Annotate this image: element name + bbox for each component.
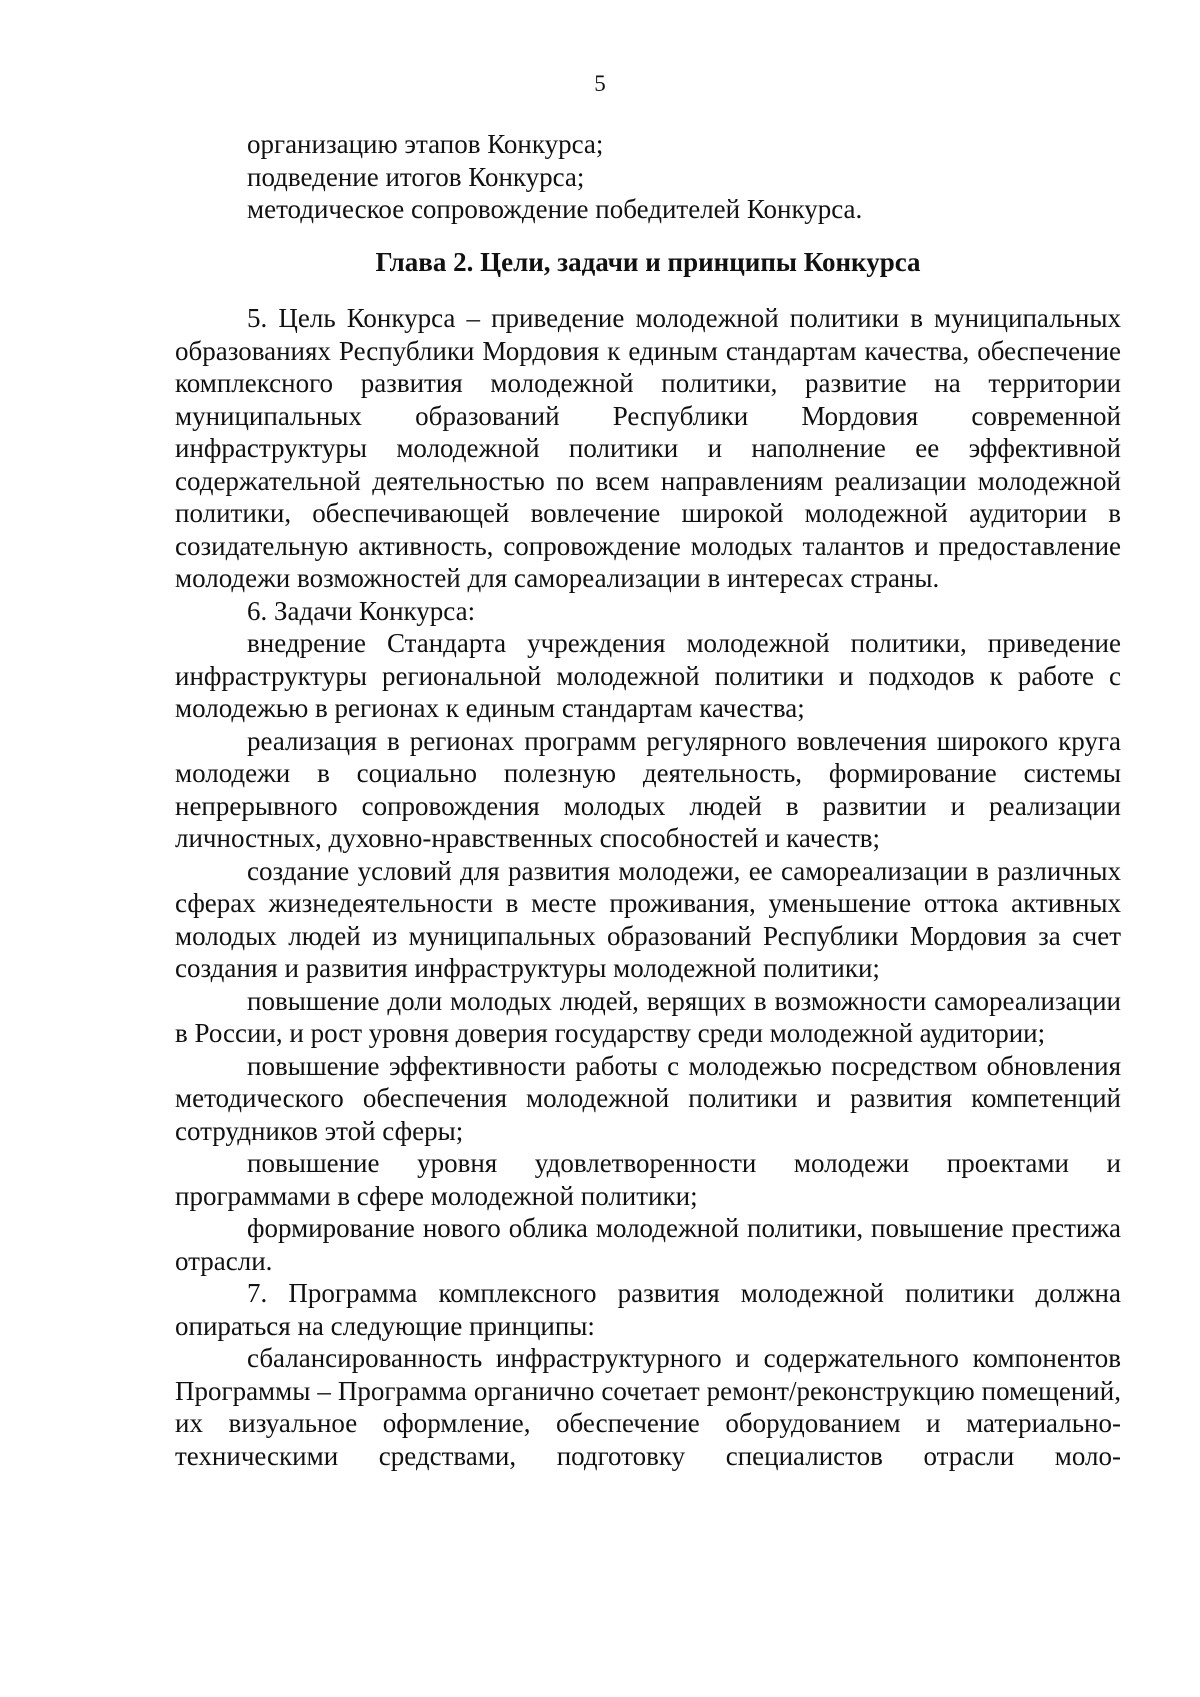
paragraph-principle-1: сбалансированность инфраструктурного и содержательного компонентов Программы – Программа органично сочетает ремонт/реконструкцию помещений, их визуальное оформление, обеспечение оборудованием и материально-техническими средствами, подготовку специалистов отрасли моло- <box>175 1343 1121 1471</box>
chapter-heading: Глава 2. Цели, задачи и принципы Конкурса <box>375 246 921 277</box>
paragraph-task-5: повышение эффективности работы с молодежью посредством обновления методического обеспечения молодежной политики и развития компетенций сотрудников этой сферы; <box>175 1050 1121 1146</box>
paragraph-task-6: повышение уровня удовлетворенности молодежи проектами и программами в сфере молодежной политики; <box>175 1148 1121 1211</box>
page-number: 5 <box>594 71 606 96</box>
intro-item-2: подведение итогов Конкурса; <box>247 161 585 192</box>
paragraph-task-3: создание условий для развития молодежи, ее самореализации в различных сферах жизнедеятельности в месте проживания, уменьшение оттока активных молодых людей из муниципальных образований Республики Мордовия за счет создания и развития инфраструктуры молодежной политики; <box>175 855 1121 983</box>
paragraph-task-2: реализация в регионах программ регулярного вовлечения широкого круга молодежи в социально полезную деятельность, формирование системы непрерывного сопровождения молодых людей в развитии и реализации личностных, духовно-нравственных способностей и качеств; <box>175 725 1121 853</box>
paragraph-goal: 5. Цель Конкурса – приведение молодежной политики в муниципальных образованиях Республики Мордовия к единым стандартам качества, обеспечение комплексного развития молодежной политики, развитие на территории муниципальных образований Республики Мордовия современной инфраструктуры молодежной политики и наполнение ее эффективной содержательной деятельностью по всем направлениям реализации молодежной политики, обеспечивающей вовлечение широкой молодежной аудитории в созидательную активность, сопровождение молодых талантов и предоставление молодежи возможностей для самореализации в интересах страны. <box>175 303 1121 593</box>
intro-item-3: методическое сопровождение победителей Конкурса. <box>247 194 863 224</box>
intro-item-1: организацию этапов Конкурса; <box>247 129 604 159</box>
paragraph-task-1: внедрение Стандарта учреждения молодежной политики, приведение инфраструктуры региональной молодежной политики и подходов к работе с молодежью в регионах к единым стандартам качества; <box>175 628 1121 723</box>
paragraph-tasks-title: 6. Задачи Конкурса: <box>247 595 476 626</box>
paragraph-principles-title: 7. Программа комплексного развития молодежной политики должна опираться на следующие принципы: <box>175 1278 1121 1341</box>
paragraph-task-7: формирование нового облика молодежной политики, повышение престижа отрасли. <box>175 1213 1121 1276</box>
paragraph-task-4: повышение доли молодых людей, верящих в возможности самореализации в России, и рост уровня доверия государству среди молодежной аудитории; <box>175 985 1121 1048</box>
document-body <box>175 128 1121 1472</box>
